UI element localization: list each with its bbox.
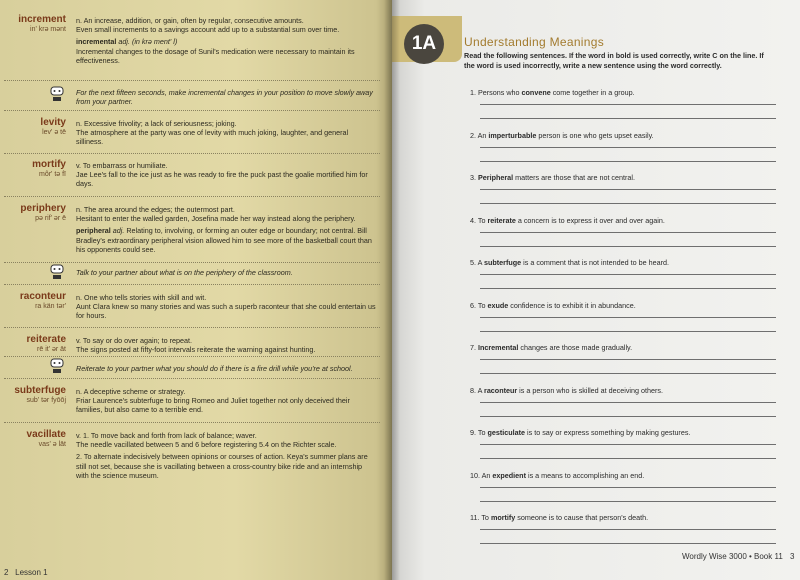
answer-line[interactable] [480,444,776,445]
definition: n. One who tells stories with skill and wit. [76,293,207,302]
item-text-after: is a means to accomplishing an end. [525,470,645,480]
item-number: 11. [470,513,480,522]
item-text-before: An [477,130,489,140]
item-text-after: come together in a group. [550,88,635,97]
talk-partner-icon [50,86,64,102]
definition: n. The area around the edges; the outermost part. [76,205,235,214]
pronunciation: sub' tər fyōōj [26,397,66,404]
talk-prompt: Reiterate to your partner what you should do if there is a fire drill while you're at school. [76,364,353,373]
headword: mortify [32,159,66,170]
item-number: 6. [470,300,476,310]
answer-line[interactable] [480,501,776,502]
item-number: 5. [470,258,476,267]
answer-line[interactable] [480,104,776,105]
item-bold-word: convene [521,88,551,97]
divider [4,327,380,328]
item-text-after: a concern is to express it over and over again. [515,215,665,225]
headword: vacillate [26,429,66,440]
talk-partner-icon [50,358,64,374]
answer-line[interactable] [480,203,776,204]
item-text-after: matters are those that are not central. [513,173,636,182]
derived-form [76,37,376,46]
exercise-item [470,386,770,395]
item-number: 2. [470,130,476,140]
item-number: 7. [470,343,476,352]
item-bold-word: Peripheral [478,173,514,182]
divider [4,378,380,379]
derived-pos: adj. [112,226,125,236]
answer-line[interactable] [480,161,776,162]
headword: subterfuge [14,385,66,396]
divider [4,262,380,263]
answer-line[interactable] [480,373,776,374]
item-text-after: is a person who is skilled at deceiving others. [517,385,663,395]
item-text-before: A [477,258,485,267]
headword: periphery [20,203,66,214]
exercise-item [470,88,770,97]
headword: levity [40,117,66,128]
divider [4,356,380,357]
lesson-badge: 1A [404,24,444,64]
exercise-item [470,301,770,310]
item-bold-word: Incremental [478,343,519,352]
answer-line[interactable] [480,416,776,417]
example-sentence: The needle vacillated between 5 and 6 before registering 5.4 on the Richter scale. [76,440,337,450]
item-bold-word: expedient [492,470,526,480]
pronunciation: vas' ə lāt [38,441,66,448]
answer-line[interactable] [480,118,776,119]
item-bold-word: subterfuge [484,258,522,267]
item-text-before: Persons who [478,88,522,97]
page-number: 3 [790,552,795,561]
item-bold-word: exude [487,300,509,310]
answer-line[interactable] [480,487,776,488]
divider [4,110,380,111]
answer-line[interactable] [480,359,776,360]
headword: raconteur [19,291,66,302]
item-text-before: An [481,470,493,480]
item-bold-word: reiterate [487,215,516,225]
lesson-label: Lesson 1 [15,568,48,577]
item-number: 1. [470,88,476,97]
pronunciation: lev' ə tē [42,129,66,136]
item-number: 8. [470,385,476,395]
item-text-before: To [477,428,488,437]
divider [4,196,380,197]
answer-line[interactable] [480,529,776,530]
divider [4,284,380,285]
example-sentence: The atmosphere at the party was one of levity with much joking, laughter, and general silliness. [76,128,349,147]
item-bold-word: mortify [490,513,516,522]
section-title: Understanding Meanings [464,35,605,49]
lesson-tab [392,16,462,62]
exercise-item [470,471,770,480]
example-sentence: Aunt Clara knew so many stories and was such a superb raconteur that she could entertain us for hours. [76,302,376,321]
item-text-after: confidence is to exhibit it in abundance. [508,300,636,310]
item-number: 10. [470,470,480,480]
answer-line[interactable] [480,331,776,332]
item-text-before: To [477,300,488,310]
derived-word: peripheral [76,226,111,236]
exercise-item [470,513,770,522]
item-bold-word: gesticulate [487,428,526,437]
talk-partner-icon [50,264,64,280]
pronunciation: in' krə mənt [30,26,66,33]
pronunciation: môr' tə fī [38,171,66,178]
example-sentence: The signs posted at fifty-foot intervals reiterate the warning against hunting. [76,345,316,355]
definition: v. To embarrass or humiliate. [76,161,168,170]
answer-line[interactable] [480,147,776,148]
divider [4,80,380,81]
page-footer-left [4,568,48,577]
definition: n. Excessive frivolity; a lack of seriousness; joking. [76,119,237,128]
pronunciation: rē it' ər āt [37,346,66,353]
item-bold-word: raconteur [484,385,518,395]
derived-example: Incremental changes to the dosage of Sunil's medication were necessary to maintain its effectiveness. [76,46,355,65]
exercise-item [470,216,770,225]
exercise-item [470,343,770,352]
derived-example: Relating to, involving, or forming an outer edge or boundary; not central. Bill Bradley's extraordinary peripheral vision allowed him to see more of the basketball court than his opponents could see. [76,226,372,254]
example-sentence: Friar Laurence's subterfuge to bring Romeo and Juliet together not only deceived their families, but also came to a terrible end. [76,396,350,415]
instructions: Read the following sentences. If the word in bold is used correctly, write C on the line. If the word is used incorrectly, write a new sentence using the word correctly. [464,51,764,70]
exercise-item [470,258,770,267]
definition: n. A deceptive scheme or strategy. [76,387,186,396]
item-text-before: To [481,513,491,522]
headword: increment [18,14,66,25]
item-text-after: is to say or express something by making gestures. [525,428,691,437]
answer-line[interactable] [480,458,776,459]
left-page [0,0,392,580]
item-bold-word: imperturbable [488,130,537,140]
item-text-after: person is one who gets upset easily. [536,130,654,140]
pronunciation: pə rif' ər ē [35,215,66,222]
derived-word: incremental [76,37,117,47]
example-sentence: Even small increments to a savings account add up to a substantial sum over time. [76,25,340,35]
item-text-after: someone is to cause that person's death. [515,513,649,522]
answer-line[interactable] [480,246,776,247]
derived-pos: adj. (in krə ment' l) [118,37,178,47]
definition: v. To say or do over again; to repeat. [76,336,192,345]
item-text-after: is a comment that is not intended to be heard. [521,258,669,267]
divider [4,153,380,154]
item-text-after: changes are those made gradually. [518,343,633,352]
answer-line[interactable] [480,189,776,190]
exercise-item [470,428,770,437]
item-text-before: A [477,385,485,395]
example-sentence: Hesitant to enter the walled garden, Josefina made her way instead along the periphery. [76,214,356,224]
headword: reiterate [26,334,66,345]
page-number: 2 [4,568,9,577]
exercise-item [470,131,770,140]
book-gutter [384,0,400,580]
item-number: 9. [470,428,476,437]
item-number: 4. [470,215,476,225]
item-text-before: To [477,215,488,225]
pronunciation: ra kän tər' [35,303,66,310]
definition: v. 1. To move back and forth from lack of balance; waver. [76,431,257,440]
answer-line[interactable] [480,288,776,289]
book-footer: Wordly Wise 3000 • Book 11 [682,552,783,561]
answer-line[interactable] [480,402,776,403]
answer-line[interactable] [480,543,776,544]
answer-line[interactable] [480,317,776,318]
talk-prompt: For the next fifteen seconds, make incremental changes in your position to move slowly away from your partner. [76,88,373,107]
right-page [392,0,800,580]
second-sense: 2. To alternate indecisively between opinions or courses of action. Keya's summer plans are still not set, because she is vacillating between a cross-country bike ride and an internship with the science museum. [76,452,368,480]
talk-prompt: Talk to your partner about what is on the periphery of the classroom. [76,268,293,277]
exercise-item [470,173,770,182]
answer-line[interactable] [480,274,776,275]
derived-form [76,226,376,254]
divider [4,422,380,423]
example-sentence: Jae Lee's fall to the ice just as he was ready to fire the puck past the goalie mortified him for days. [76,170,368,189]
definition: n. An increase, addition, or gain, often by regular, consecutive amounts. [76,16,304,25]
answer-line[interactable] [480,232,776,233]
item-number: 3. [470,173,476,182]
